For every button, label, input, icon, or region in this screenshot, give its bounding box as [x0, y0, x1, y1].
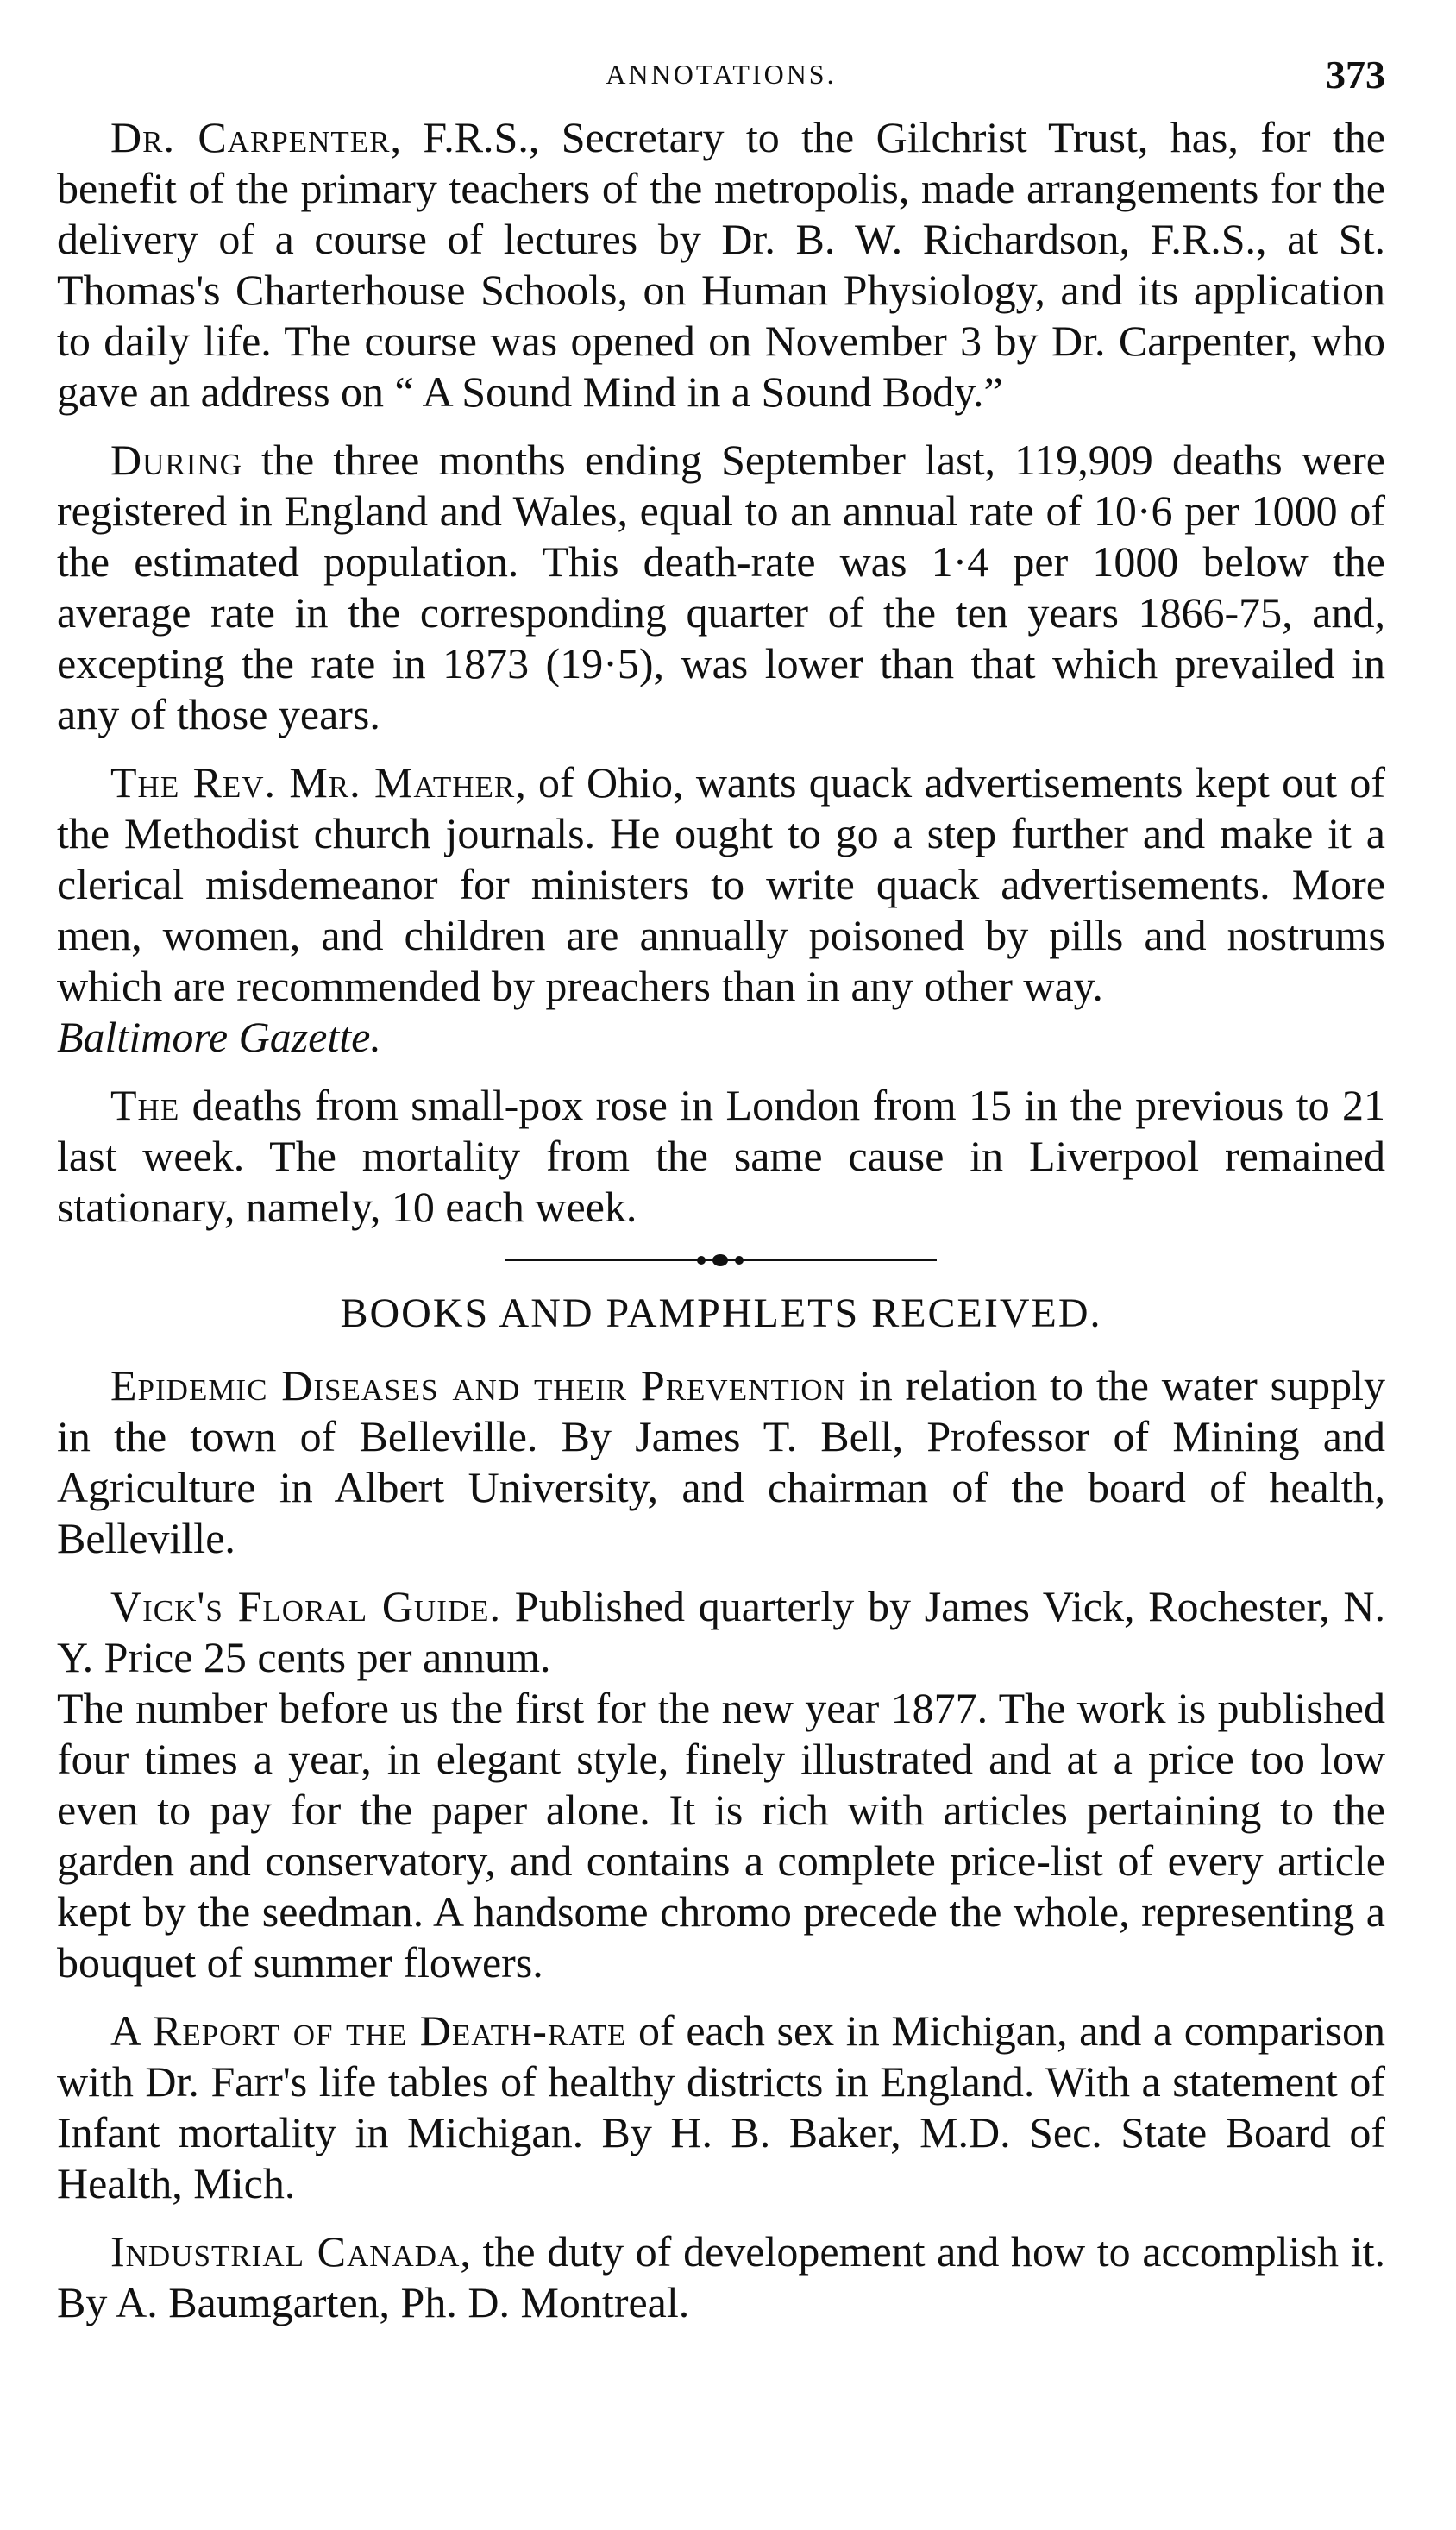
annotation-paragraph [57, 435, 1385, 740]
annotation-paragraph [57, 1080, 1385, 1233]
divider-ornament-dot [697, 1256, 706, 1265]
annotation-paragraph [57, 757, 1385, 1063]
section-heading: BOOKS AND PAMPHLETS RECEIVED. [340, 1290, 1102, 1336]
annotation-text: , F.R.S., Secretary to the Gilchrist Trust, has, for the benefit of the primary teachers of the metropolis, made arrangements for the delivery of a course of lectures by Dr. B. W. Richardson, F.R.S., at St. Thomas's Charterhouse Schools, on Human Physiology, and its application to daily life. The course was opened on November 3 by Dr. Carpenter, who gave an address on “ A Sound Mind in a Sound Body.” [57, 113, 1385, 416]
book-review: The number before us the first for the new year 1877. The work is published four times a year, in elegant style, finely illustrated and at a price too low even to pay for the paper alone. It is rich with articles pertaining to the garden and conservatory, and contains a complete price-list of every article kept by the seedman. A handsome chromo precede the whole, representing a bouquet of summer flowers. [57, 1684, 1385, 1987]
annotation-lead: Dr. Carpenter [110, 113, 391, 161]
divider-ornament-dot [735, 1256, 744, 1265]
book-description: , the duty of developement and how to accomplish it. By A. Baumgarten, Ph. D. Montreal. [57, 2227, 1385, 2326]
book-description: of each sex in Michigan, and a comparison with Dr. Farr's life tables of healthy districts in England. With a statement of Infant mortality in Michigan. By H. B. Baker, M.D. Sec. State Board of Health, Mich. [57, 2006, 1385, 2207]
book-entry [57, 2226, 1385, 2328]
divider-ornament-center [712, 1254, 728, 1266]
book-title: Industrial Canada [110, 2227, 461, 2276]
running-head [57, 52, 1385, 112]
annotation-lead: The Rev. Mr. Mather [110, 758, 516, 807]
annotation-text: , of Ohio, wants quack advertisements kept out of the Methodist church journals. He ought to go a step further and make it a clerical misdemeanor for ministers to write quack advertisements. More men, women, and children are annually poisoned by pills and nostrums which are recommended by preachers than in any other way. [57, 758, 1385, 1010]
annotation-lead: During [110, 436, 242, 484]
annotation-paragraph [57, 112, 1385, 417]
page [57, 52, 1385, 2345]
annotation-text: deaths from small-pox rose in London from 15 in the previous to 21 last week. The mortality from the same cause in Liverpool remained stationary, namely, 10 each week. [57, 1081, 1385, 1231]
book-entry [57, 2006, 1385, 2209]
book-entry [57, 1360, 1385, 1564]
book-title: Vick's Floral Guide. [110, 1582, 502, 1630]
book-description: Published quarterly by James Vick, Rochester, N. Y. Price 25 cents per annum. [57, 1582, 1385, 1681]
section-divider [57, 1250, 1385, 1271]
book-title: A Report of the Death-rate [110, 2006, 627, 2055]
running-title: ANNOTATIONS. [606, 59, 837, 90]
book-description: in relation to the water supply in the town of Belleville. By James T. Bell, Professor of Mining and Agriculture in Albert University, and chairman of the board of health, Belleville. [57, 1361, 1386, 1562]
page-number: 373 [1326, 53, 1385, 97]
annotation-lead: The [110, 1081, 180, 1129]
annotation-text: the three months ending September last, 119,909 deaths were registered in England and Wales, equal to an annual rate of 10·6 per 1000 of the estimated population. This death-rate was 1·4 per 1000 below the average rate in the corresponding quarter of the ten years 1866-75, and, excepting the rate in 1873 (19·5), was lower than that which prevailed in any of those years. [57, 436, 1385, 738]
book-entry [57, 1581, 1385, 1683]
book-title: Epidemic Diseases and their Prevention [110, 1361, 846, 1409]
annotation-source: Baltimore Gazette. [57, 1013, 381, 1061]
